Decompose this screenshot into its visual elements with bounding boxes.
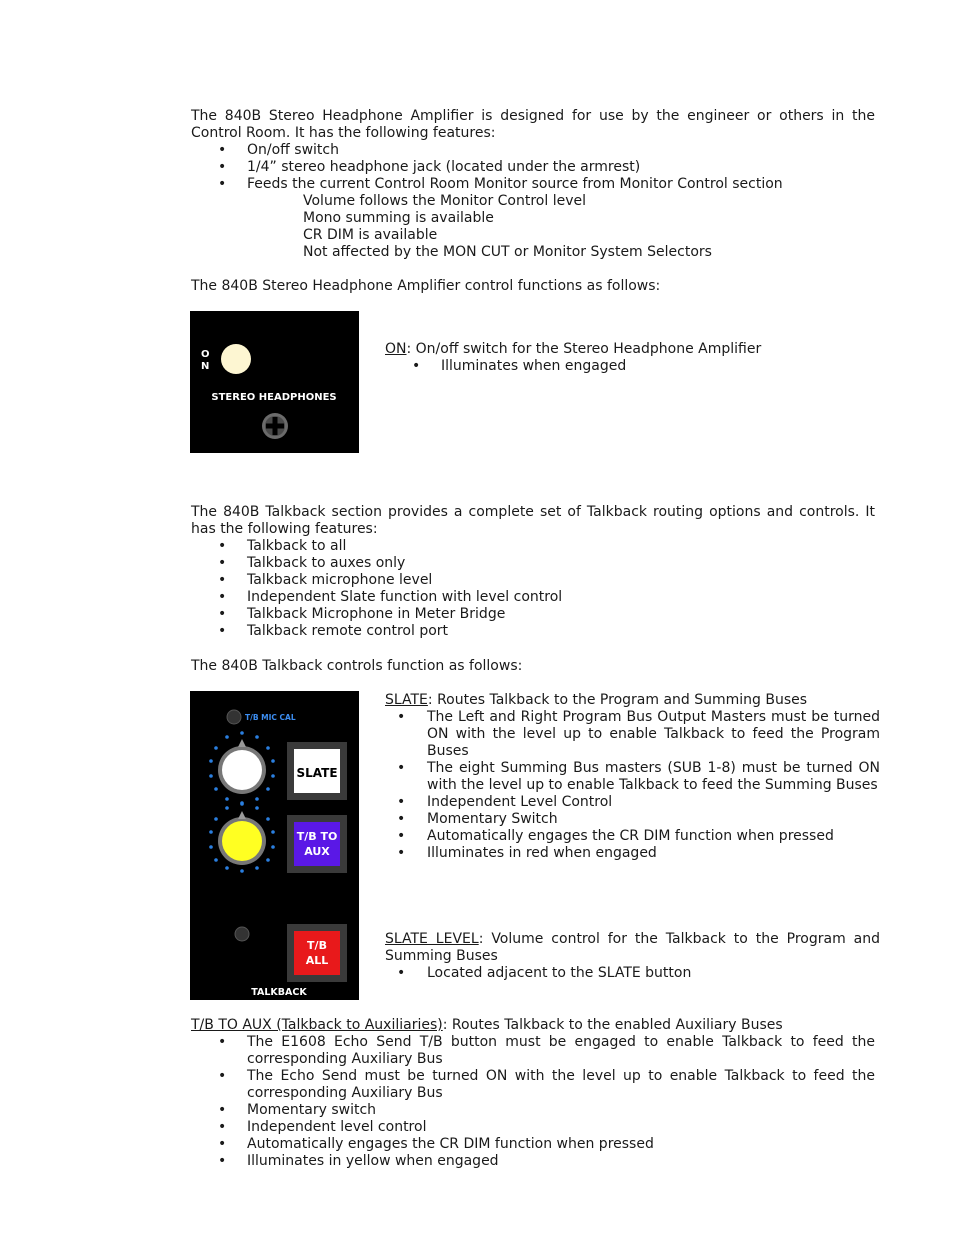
tb-all-button[interactable] [287, 924, 347, 982]
stereo-headphones-panel-image [190, 311, 359, 453]
list-item: • Illuminates in red when engaged [385, 845, 880, 862]
list-item: • Automatically engages the CR DIM function when pressed [191, 1136, 875, 1153]
talkback-panel-title: TALKBACK [251, 987, 307, 998]
tb-to-aux-button[interactable] [287, 815, 347, 873]
list-item: • Talkback to auxes only [191, 555, 875, 572]
slate-desc: : Routes Talkback to the Program and Summing Buses [427, 692, 808, 708]
list-item: • The Left and Right Program Bus Output Masters must be turned ON with the level up to enable Talkback to feed the Program Buses [385, 709, 880, 760]
list-item: • 1/4” stereo headphone jack (located under the armrest) [191, 159, 875, 176]
list-item: • Talkback microphone level [191, 572, 875, 589]
slate-level-desc: : Volume control for the Talkback to the Program and Summing Buses [385, 931, 880, 964]
on-switch-lamp[interactable] [221, 344, 251, 374]
on-label-n: N [201, 361, 210, 372]
list-item: Volume follows the Monitor Control level [303, 193, 586, 209]
slate-term: SLATE [385, 692, 428, 708]
remote-port-indicator [235, 927, 249, 941]
list-item: • The E1608 Echo Send T/B button must be engaged to enable Talkback to feed the corresponding Auxiliary Bus [191, 1034, 875, 1068]
talkback-level-knob[interactable] [218, 811, 266, 865]
talkback-feature-list [191, 538, 875, 640]
intro-sub-feature-list [303, 193, 863, 261]
tb-to-aux-label-2: AUX [304, 845, 330, 858]
list-item: • Illuminates when engaged [385, 358, 875, 375]
on-control-term: ON [385, 341, 407, 357]
tb-to-aux-bullets [191, 1034, 875, 1170]
headphone-jack-icon [262, 413, 288, 439]
tb-to-aux-desc: : Routes Talkback to the enabled Auxiliary Buses [442, 1017, 783, 1033]
on-control-description [385, 341, 885, 358]
slate-button[interactable] [287, 742, 347, 800]
list-item: • Talkback to all [191, 538, 875, 555]
list-item: • Independent Level Control [385, 794, 880, 811]
mic-cal-trim[interactable] [227, 710, 241, 724]
tb-all-label-1: T/B [307, 939, 327, 952]
list-item: • Momentary Switch [385, 811, 880, 828]
list-item: • Located adjacent to the SLATE button [385, 965, 880, 982]
on-control-bullets [385, 358, 875, 375]
slate-button-label: SLATE [296, 766, 338, 780]
tb-to-aux-description [191, 1017, 881, 1034]
headphone-controls-intro: The 840B Stereo Headphone Amplifier control functions as follows: [191, 278, 661, 294]
slate-bullets [385, 709, 880, 862]
slate-level-bullets [385, 965, 880, 982]
list-item: CR DIM is available [303, 227, 438, 243]
list-item: • Talkback remote control port [191, 623, 875, 640]
tb-all-label-2: ALL [305, 954, 329, 967]
talkback-paragraph: The 840B Talkback section provides a complete set of Talkback routing options and controls. It has the following features: [191, 504, 875, 537]
list-item: • Illuminates in yellow when engaged [191, 1153, 875, 1170]
tb-to-aux-label-1: T/B TO [296, 830, 338, 843]
list-item: • Independent level control [191, 1119, 875, 1136]
stereo-headphones-panel-graphic [190, 311, 359, 453]
list-item: • The Echo Send must be turned ON with the level up to enable Talkback to feed the corresponding Auxiliary Bus [191, 1068, 875, 1102]
intro-feature-list [191, 142, 875, 193]
slate-level-description [385, 931, 880, 965]
list-item: • On/off switch [191, 142, 875, 159]
slate-level-term: SLATE LEVEL [385, 931, 479, 947]
list-item: • Momentary switch [191, 1102, 875, 1119]
list-item: • Automatically engages the CR DIM function when pressed [385, 828, 880, 845]
intro-paragraph: The 840B Stereo Headphone Amplifier is designed for use by the engineer or others in the Control Room. It has the following features: [191, 108, 875, 141]
tb-to-aux-term: T/B TO AUX (Talkback to Auxiliaries) [191, 1017, 443, 1033]
slate-level-knob[interactable] [218, 739, 266, 794]
stereo-headphones-label: STEREO HEADPHONES [211, 392, 337, 403]
tb-mic-cal-label: T/B MIC CAL [245, 713, 296, 722]
on-label-o: O [201, 349, 210, 360]
slate-description [385, 692, 880, 709]
talkback-panel-image [190, 691, 359, 1000]
talkback-controls-intro: The 840B Talkback controls function as follows: [191, 658, 523, 674]
on-control-desc: : On/off switch for the Stereo Headphone Amplifier [406, 341, 762, 357]
list-item: • The eight Summing Bus masters (SUB 1-8) must be turned ON with the level up to enable Talkback to feed the Summing Buses [385, 760, 880, 794]
list-item: Not affected by the MON CUT or Monitor System Selectors [303, 244, 712, 260]
list-item: • Feeds the current Control Room Monitor source from Monitor Control section [191, 176, 875, 193]
talkback-panel-graphic [190, 691, 359, 1000]
list-item: • Independent Slate function with level control [191, 589, 875, 606]
list-item: Mono summing is available [303, 210, 494, 226]
list-item: • Talkback Microphone in Meter Bridge [191, 606, 875, 623]
